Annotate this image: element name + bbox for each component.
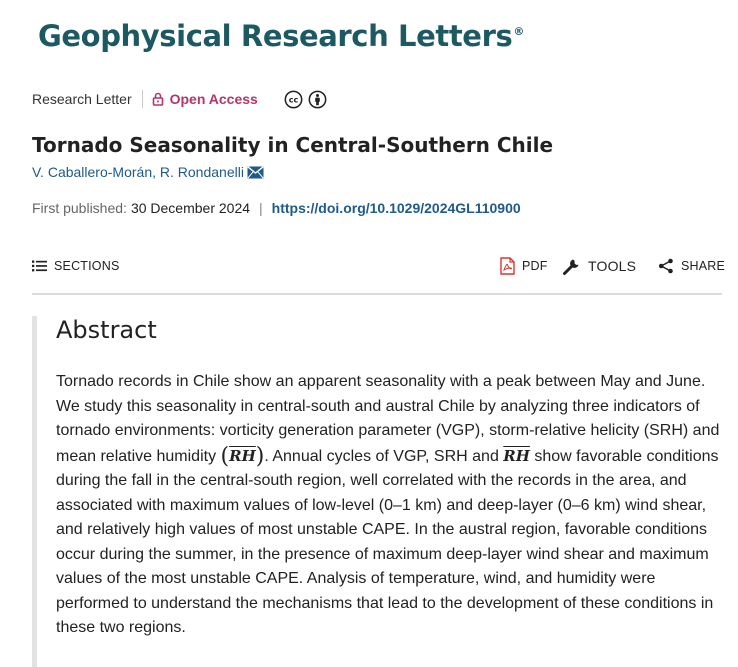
article-toolbar <box>32 255 726 277</box>
article-meta-row <box>32 88 327 110</box>
share-icon <box>658 258 674 274</box>
sections-button[interactable] <box>32 255 120 277</box>
share-label: SHARE <box>681 259 726 273</box>
tools-button[interactable] <box>562 255 636 277</box>
math-rh-1: $\overline{RH}$ <box>229 446 256 465</box>
abstract-text-3: show favorable conditions during the fall in the central-south region, well correlated with the records in the area, and associated with maximum values of low-level (0–1 km) and deep-layer (0–6 km) wind shear, and relatively high values of most unstable CAPE. In the austral region, favorable conditions occur during the summer, in the presence of maximum deep-layer wind shear and maximum values of the most unstable CAPE. Analysis of temperature, wind, and humidity were performed to understand the mechanisms that lead to the development of these conditions in these two regions. <box>56 447 719 636</box>
share-button[interactable] <box>658 255 725 277</box>
registered-mark: ® <box>513 25 524 39</box>
first-published-label: First published: <box>32 200 127 216</box>
open-access-label: Open Access <box>169 91 258 107</box>
lock-icon <box>152 92 164 106</box>
pub-separator: | <box>259 200 263 216</box>
journal-name: Geophysical Research Letters <box>38 19 513 53</box>
journal-logo[interactable] <box>38 19 524 53</box>
abstract-text-2: . Annual cycles of VGP, SRH and <box>264 447 504 465</box>
author-list <box>32 164 264 180</box>
list-icon <box>32 260 47 272</box>
math-paren-close: ) <box>255 443 265 469</box>
meta-divider <box>142 90 143 108</box>
first-published-date: 30 December 2024 <box>130 200 251 216</box>
sections-label: SECTIONS <box>54 259 120 273</box>
math-rh-2: $\overline{RH}$ <box>503 446 530 465</box>
pdf-icon <box>500 257 515 275</box>
article-type: Research Letter <box>32 91 132 107</box>
abstract-body <box>56 370 720 641</box>
wrench-icon <box>562 257 581 276</box>
svg-text:cc: cc <box>288 95 299 105</box>
open-access-badge <box>152 91 284 107</box>
author-link-2[interactable]: R. Rondanelli <box>159 164 244 180</box>
by-person-icon[interactable] <box>308 90 327 109</box>
abstract-accent-bar <box>32 316 37 667</box>
email-icon[interactable] <box>247 166 264 179</box>
toolbar-divider <box>32 293 722 295</box>
abstract-heading: Abstract <box>56 316 157 344</box>
abstract-section <box>32 316 722 667</box>
pdf-label: PDF <box>522 259 548 273</box>
license-icons[interactable] <box>284 90 327 109</box>
author-separator: , <box>152 164 160 180</box>
publication-info <box>32 200 521 216</box>
abstract-text-1: Tornado records in Chile show an apparent seasonality with a peak between May and June. We study this seasonality in central-south and austral Chile by analyzing three indicators of tornado environments: vorticity generation parameter (VGP), storm-relative helicity (SRH) and mean relative humidity <box>56 373 720 465</box>
cc-icon[interactable] <box>284 90 303 109</box>
pdf-button[interactable] <box>500 255 548 277</box>
article-title: Tornado Seasonality in Central-Southern Chile <box>32 133 554 158</box>
doi-link[interactable]: https://doi.org/10.1029/2024GL110900 <box>271 200 521 216</box>
author-link-1[interactable]: V. Caballero-Morán <box>32 164 153 180</box>
math-paren-open: ( <box>220 443 230 469</box>
tools-label: TOOLS <box>588 258 637 274</box>
